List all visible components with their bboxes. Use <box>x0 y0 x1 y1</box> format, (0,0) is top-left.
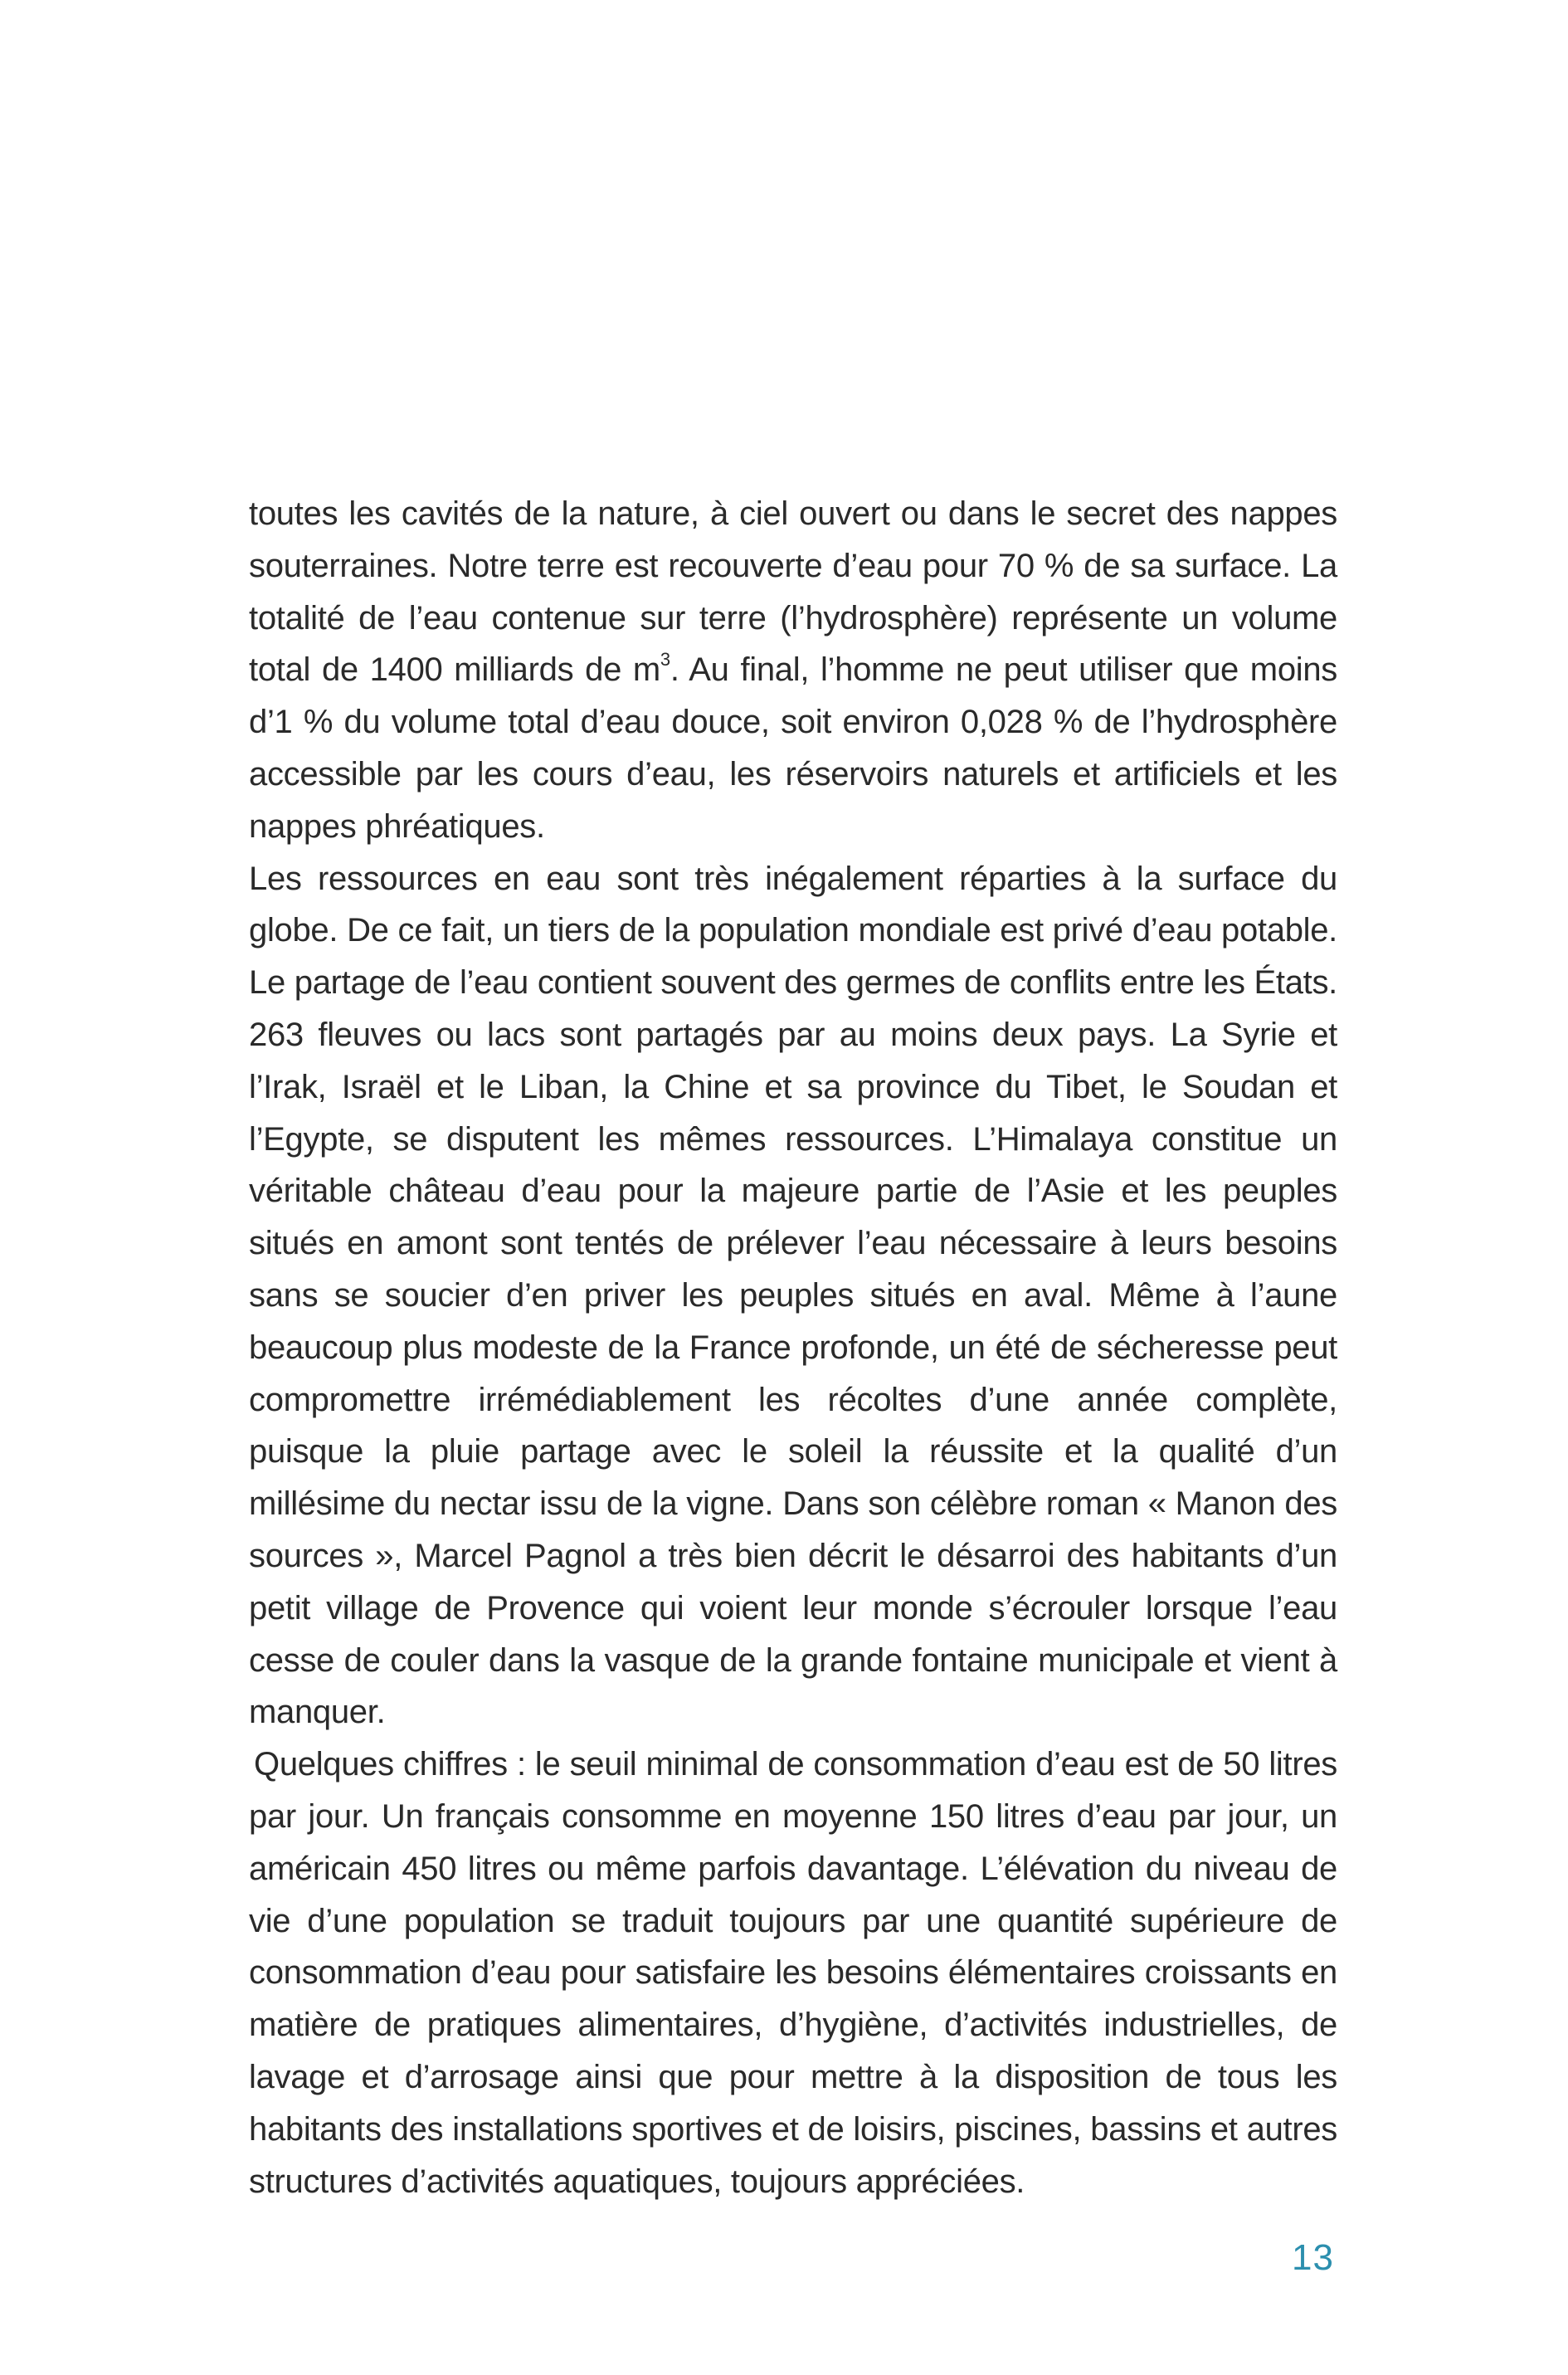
paragraph-2: Les ressources en eau sont très inégalement réparties à la surface du globe. De ce fait, un tiers de la population mondiale est privé d’eau potable. Le partage de l’eau contient souvent des germes de conflits entre les États. 263 fleuves ou lacs sont partagés par au moins deux pays. La Syrie et l’Irak, Israël et le Liban, la Chine et sa province du Tibet, le Soudan et l’Egypte, se disputent les mêmes ressources. L’Himalaya constitue un véritable château d’eau pour la majeure partie de l’Asie et les peuples situés en amont sont tentés de prélever l’eau nécessaire à leurs besoins sans se soucier d’en priver les peuples situés en aval. Même à l’aune beaucoup plus modeste de la France profonde, un été de sécheresse peut compromettre irrémédiablement les récoltes d’une année complète, puisque la pluie partage avec le soleil la réussite et la qualité d’un millésime du nectar issu de la vigne. Dans son célèbre roman « Manon des sources », Marcel Pagnol a très bien décrit le désarroi des habitants d’un petit village de Provence qui voient leur monde s’écrouler lorsque l’eau cesse de couler dans la vasque de la grande fontaine municipale et vient à manquer. <box>249 860 1337 1731</box>
body-text <box>249 488 1337 2207</box>
page-number: 13 <box>1292 2237 1334 2278</box>
paragraph-3: Quelques chiffres : le seuil minimal de consommation d’eau est de 50 litres par jour. Un français consomme en moyenne 150 litres d’eau par jour, un américain 450 litres ou même parfois davantage. L’élévation du niveau de vie d’une population se traduit toujours par une quantité supérieure de consommation d’eau pour satisfaire les besoins élémentaires croissants en matière de pratiques alimentaires, d’hygiène, d’activités industrielles, de lavage et d’arrosage ainsi que pour mettre à la disposition de tous les habitants des installations sportives et de loisirs, piscines, bassins et autres structures d’activités aquatiques, toujours appréciées. <box>249 1746 1337 2200</box>
paragraph-1-text-end: . Au final, l’homme ne peut utiliser que moins d’1 % du volume total d’eau douce, soit environ 0,028 % de l’hydrosphère accessible par les cours d’eau, les réservoirs naturels et artificiels et les nappes phréatiques. <box>249 651 1337 845</box>
paragraph-1 <box>249 488 1337 853</box>
superscript-exponent: 3 <box>660 649 670 671</box>
paragraph-1-text-start: toutes les cavités de la nature, à ciel ouvert ou dans le secret des nappes souterraines. Notre terre est recouverte d’eau pour 70 % de sa surface. La totalité de l’eau contenue sur terre (l’hydrosphère) représente un volume total de 1400 milliards de m <box>249 495 1337 689</box>
